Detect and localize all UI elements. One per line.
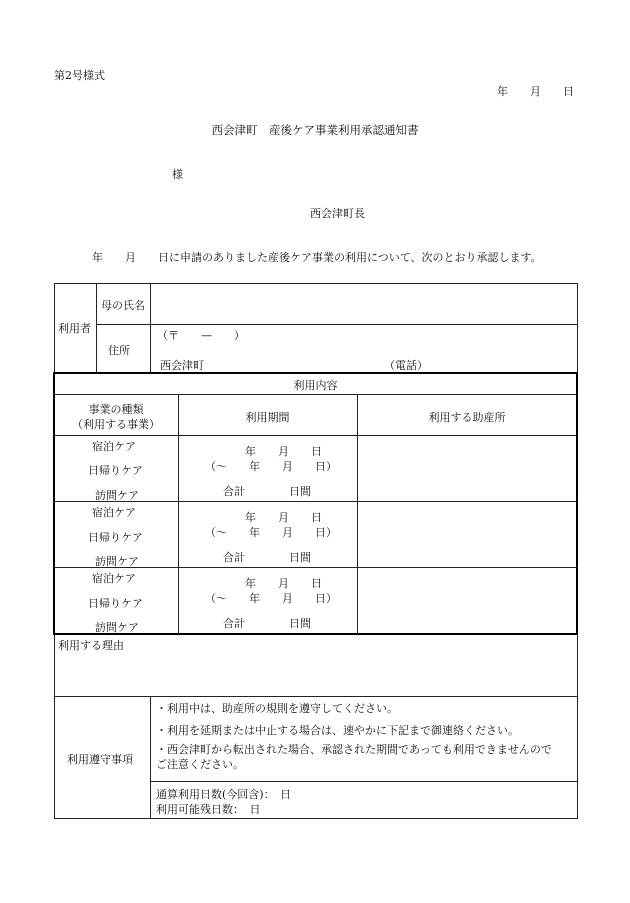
reason-field[interactable] [56, 654, 575, 694]
user-label: 利用者 [58, 322, 91, 335]
row1-visit: 訪問ケア [95, 489, 139, 502]
mother-name-label: 母の氏名 [101, 299, 145, 312]
row3-daytrip: 日帰りケア [88, 597, 143, 610]
row3-overnight: 宿泊ケア [92, 572, 136, 585]
row2-overnight: 宿泊ケア [92, 506, 136, 519]
row1-start: 年 月 日 [245, 445, 322, 458]
row3-visit: 訪問ケア [95, 621, 139, 634]
rule-item: ・利用中は、助産所の規則を遵守してください。 [156, 702, 398, 715]
row2-end: （～ 年 月 日） [205, 526, 337, 539]
col-type-line1: 事業の種類 [88, 403, 144, 416]
rules-label: 利用遵守事項 [67, 753, 133, 766]
address-label: 住所 [108, 344, 130, 357]
col-period: 利用期間 [245, 411, 290, 424]
mother-name-field[interactable] [152, 285, 575, 323]
rule-item: ・利用を延期または中止する場合は、速やかに下記まで御連絡ください。 [156, 724, 519, 737]
total-days: 通算利用日数(今回含)： 日 [156, 788, 292, 801]
row2-start: 年 月 日 [245, 511, 322, 524]
document-title: 西会津町 産後ケア事業利用承認通知書 [211, 123, 419, 137]
row1-daytrip: 日帰りケア [88, 464, 143, 477]
rule-item: ご注意ください。 [156, 758, 244, 771]
town-name: 西会津町 [160, 359, 204, 372]
addressee-honorific: 様 [172, 168, 183, 181]
row3-end: （～ 年 月 日） [205, 592, 337, 605]
usage-title: 利用内容 [293, 379, 338, 392]
phone-label: （電話） [384, 359, 428, 372]
col-facility: 利用する助産所 [428, 411, 506, 424]
reason-label: 利用する理由 [58, 639, 124, 652]
row3-start: 年 月 日 [245, 577, 322, 590]
row1-overnight: 宿泊ケア [92, 440, 136, 453]
col-type-line2: （利用する事業） [72, 418, 160, 431]
remaining-days: 利用可能残日数： 日 [156, 803, 261, 816]
row3-total: 合計 日間 [223, 617, 311, 630]
row1-total: 合計 日間 [223, 485, 311, 498]
row2-daytrip: 日帰りケア [88, 531, 143, 544]
issue-date: 年 月 日 [497, 85, 574, 98]
lead-text: 年 月 日に申請のありました産後ケア事業の利用について、次のとおり承認します。 [92, 251, 542, 264]
row2-visit: 訪問ケア [95, 555, 139, 568]
issuer: 西会津町長 [310, 207, 365, 220]
row2-total: 合計 日間 [223, 551, 311, 564]
rule-item: ・西会津町から転出された場合、承認された期間であっても利用できませんので [156, 743, 552, 756]
row1-end: （～ 年 月 日） [205, 460, 337, 473]
form-number: 第2号様式 [54, 69, 105, 82]
postal-code: （〒 — ） [157, 329, 245, 342]
